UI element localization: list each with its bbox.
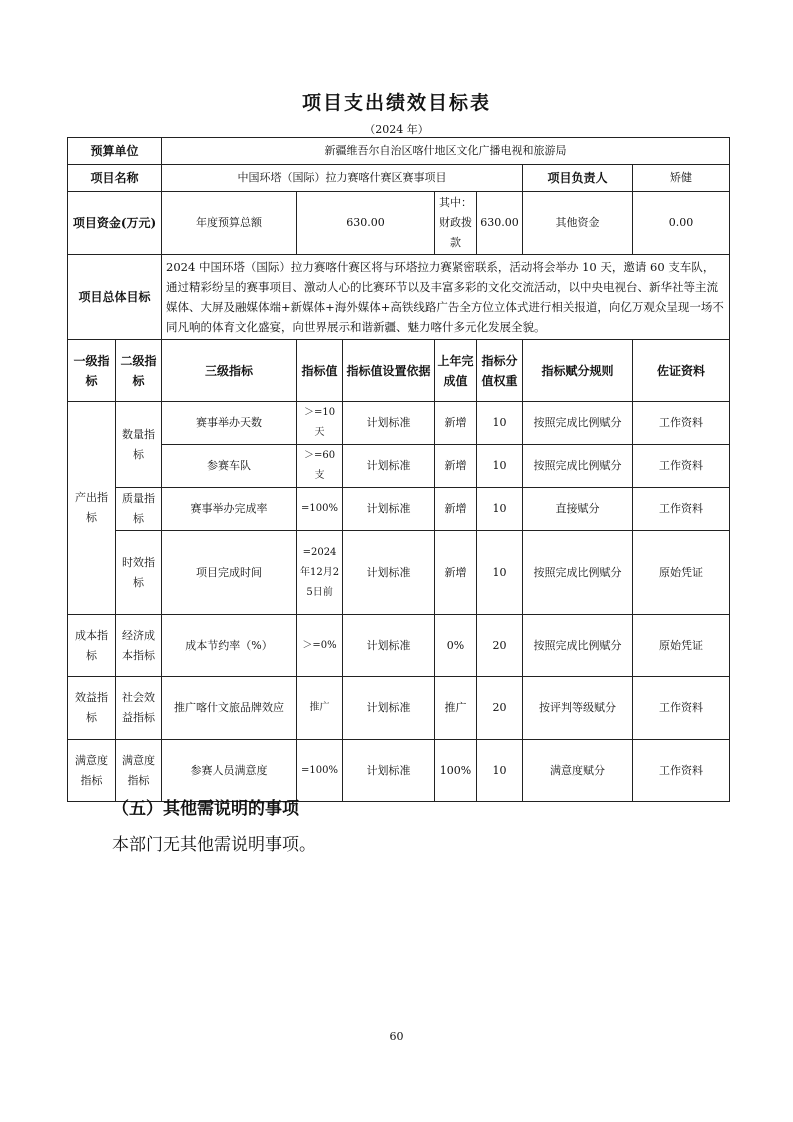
row-last-year: 推广: [435, 677, 477, 740]
group-cost: 成本指标: [68, 615, 116, 677]
header-level3: 三级指标: [162, 340, 297, 402]
row-basis: 计划标准: [343, 615, 435, 677]
row-indicator: 参赛车队: [162, 445, 297, 488]
table-row: [68, 677, 730, 740]
project-name-label: 项目名称: [68, 165, 162, 192]
fiscal-value: 630.00: [477, 192, 523, 255]
row-weight: 10: [477, 488, 523, 531]
table-row: [68, 615, 730, 677]
row-rule: 按照完成比例赋分: [523, 615, 633, 677]
header-level2: 二级指标: [116, 340, 162, 402]
performance-table: [67, 137, 730, 802]
row-value: =2024年12月25日前: [297, 531, 343, 615]
fiscal-label: 其中：财政拨款: [435, 192, 477, 255]
row-basis: 计划标准: [343, 402, 435, 445]
goal-label: 项目总体目标: [68, 255, 162, 340]
page-number: 60: [389, 1030, 404, 1043]
row-weight: 20: [477, 677, 523, 740]
row-last-year: 100%: [435, 740, 477, 802]
row-basis: 计划标准: [343, 677, 435, 740]
row-indicator: 成本节约率（%）: [162, 615, 297, 677]
row-rule: 按评判等级赋分: [523, 677, 633, 740]
row-last-year: 新增: [435, 531, 477, 615]
row-basis: 计划标准: [343, 740, 435, 802]
subgroup-quality: 质量指标: [116, 488, 162, 531]
header-basis: 指标值设置依据: [343, 340, 435, 402]
row-last-year: 新增: [435, 402, 477, 445]
row-indicator: 推广喀什文旅品牌效应: [162, 677, 297, 740]
row-evidence: 工作资料: [633, 445, 730, 488]
group-output: 产出指标: [68, 402, 116, 615]
annual-budget-value: 630.00: [297, 192, 435, 255]
row-evidence: 原始凭证: [633, 531, 730, 615]
header-value: 指标值: [297, 340, 343, 402]
row-basis: 计划标准: [343, 488, 435, 531]
row-last-year: 0%: [435, 615, 477, 677]
other-fund-value: 0.00: [633, 192, 730, 255]
row-weight: 10: [477, 445, 523, 488]
table-row: [68, 445, 730, 488]
budget-unit-value: 新疆维吾尔自治区喀什地区文化广播电视和旅游局: [162, 138, 730, 165]
row-evidence: 工作资料: [633, 488, 730, 531]
row-value: ＞=60支: [297, 445, 343, 488]
row-value: =100%: [297, 488, 343, 531]
header-weight: 指标分值权重: [477, 340, 523, 402]
row-weight: 10: [477, 402, 523, 445]
row-indicator: 项目完成时间: [162, 531, 297, 615]
row-basis: 计划标准: [343, 531, 435, 615]
row-evidence: 工作资料: [633, 677, 730, 740]
row-evidence: 工作资料: [633, 740, 730, 802]
table-row: [68, 531, 730, 615]
row-rule: 按照完成比例赋分: [523, 402, 633, 445]
owner-value: 矫健: [633, 165, 730, 192]
row-value: =100%: [297, 740, 343, 802]
project-name-value: 中国环塔（国际）拉力赛喀什赛区赛事项目: [162, 165, 523, 192]
header-evidence: 佐证资料: [633, 340, 730, 402]
annual-budget-label: 年度预算总额: [162, 192, 297, 255]
goal-text: 2024 中国环塔（国际）拉力赛喀什赛区将与环塔拉力赛紧密联系，活动将会举办 10 天，邀请 60 支车队，通过精彩纷呈的赛事项目、激动人心的比赛环节以及丰富多彩的文化交流活动，以中央电视台、新华社等主流媒体、大屏及融媒体端+新媒体+海外媒体+高铁线路广告全方位立体式进行相关报道，向亿万观众呈现一场不同凡响的体育文化盛宴，向世界展示和谐新疆、魅力喀什多元化发展全貌。: [162, 255, 730, 340]
section-body: 本部门无其他需说明事项。: [112, 835, 316, 855]
row-indicator: 赛事举办完成率: [162, 488, 297, 531]
budget-unit-label: 预算单位: [68, 138, 162, 165]
row-rule: 按照完成比例赋分: [523, 445, 633, 488]
table-row: [68, 402, 730, 445]
row-evidence: 原始凭证: [633, 615, 730, 677]
row-indicator: 赛事举办天数: [162, 402, 297, 445]
header-last-year: 上年完成值: [435, 340, 477, 402]
table-row: [68, 488, 730, 531]
year-label: （2024 年）: [364, 123, 429, 136]
page-title: 项目支出绩效目标表: [301, 92, 491, 114]
row-indicator: 参赛人员满意度: [162, 740, 297, 802]
row-weight: 20: [477, 615, 523, 677]
subgroup-timeliness: 时效指标: [116, 531, 162, 615]
row-last-year: 新增: [435, 488, 477, 531]
row-rule: 直接赋分: [523, 488, 633, 531]
row-weight: 10: [477, 740, 523, 802]
table-row: [68, 740, 730, 802]
row-weight: 10: [477, 531, 523, 615]
subgroup-social: 社会效益指标: [116, 677, 162, 740]
row-rule: 按照完成比例赋分: [523, 531, 633, 615]
other-fund-label: 其他资金: [523, 192, 633, 255]
row-basis: 计划标准: [343, 445, 435, 488]
header-rule: 指标赋分规则: [523, 340, 633, 402]
header-level1: 一级指标: [68, 340, 116, 402]
subgroup-satisfaction: 满意度指标: [116, 740, 162, 802]
group-satisfaction: 满意度指标: [68, 740, 116, 802]
row-value: ＞=0%: [297, 615, 343, 677]
row-value: ＞=10天: [297, 402, 343, 445]
subgroup-quantity: 数量指标: [116, 402, 162, 488]
row-evidence: 工作资料: [633, 402, 730, 445]
group-benefit: 效益指标: [68, 677, 116, 740]
fund-label: 项目资金(万元): [68, 192, 162, 255]
row-last-year: 新增: [435, 445, 477, 488]
section-heading: （五）其他需说明的事项: [112, 799, 299, 819]
subgroup-economic: 经济成本指标: [116, 615, 162, 677]
row-rule: 满意度赋分: [523, 740, 633, 802]
owner-label: 项目负责人: [523, 165, 633, 192]
row-value: 推广: [297, 677, 343, 740]
